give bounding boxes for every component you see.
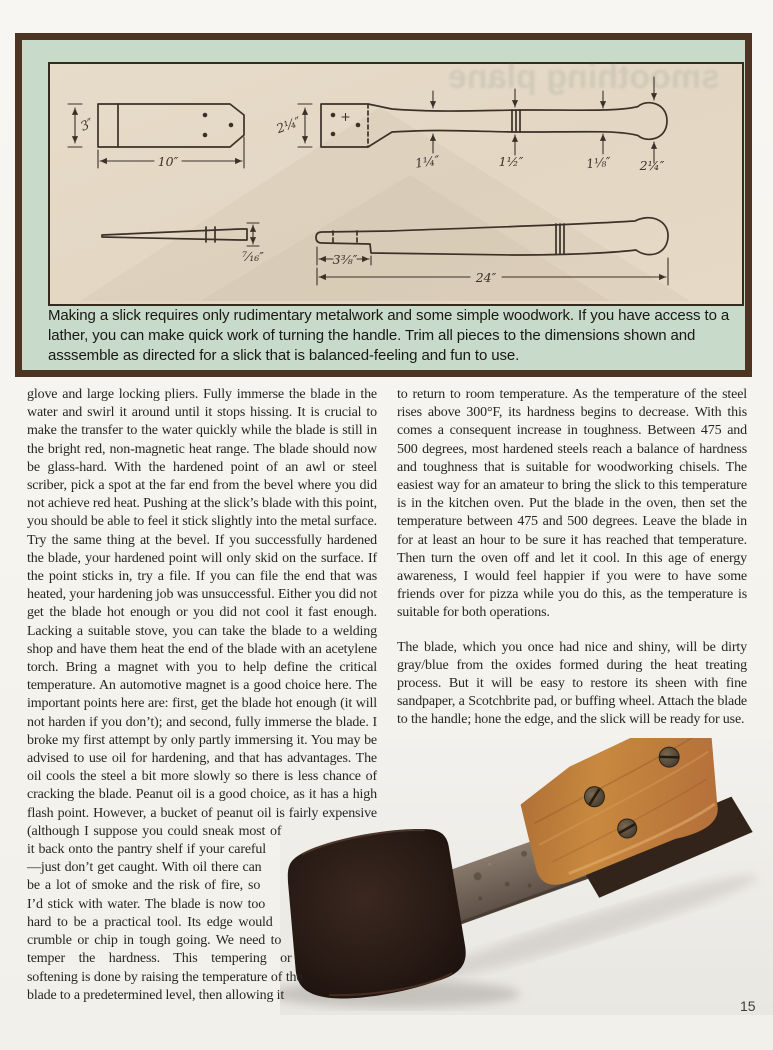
neck2-label: 1⅛″ xyxy=(585,153,612,172)
neck-dims xyxy=(433,77,654,163)
total-length-label: 24″ xyxy=(475,270,497,285)
handle-head-label: 2¼″ xyxy=(274,113,303,137)
technical-drawing xyxy=(50,64,742,304)
blade-length-label: 10″ xyxy=(157,154,179,169)
blade-thickness-label: ⁷⁄₁₆″ xyxy=(242,249,264,264)
figure-frame xyxy=(15,33,752,377)
blade-top-view xyxy=(98,104,244,147)
tongue-label: 3⅜″ xyxy=(332,252,358,267)
blade-width-label: 3″ xyxy=(77,114,96,134)
right-column xyxy=(397,386,747,730)
figure-caption: Making a slick requires only rudimentary metalwork and some simple woodwork. If you have access to a lather, you can make quick work of turning the handle. Trim all pieces to the dimensions shown and asssemble as directed for a slick that is balanced-feeling and fun to use. xyxy=(48,307,730,364)
ferrule-label: 1½″ xyxy=(498,154,524,169)
text-wrap-shape xyxy=(257,826,377,1038)
neck1-label: 1¼″ xyxy=(414,152,441,171)
page-number: 15 xyxy=(740,998,756,1014)
right-column-paragraph-2: The blade, which you once had nice and shiny, will be dirty gray/blue from the oxides formed during the heat treating process. But it will be easy to restore its sheen with fine sandpaper, a Scotchbrite pad, or buffing wheel. Attach the blade to the handle; hone the edge, and the slick will be ready for use. xyxy=(397,639,747,728)
left-column-text: glove and large locking pliers. Fully immerse the blade in the water and swirl it around until it stops hissing. It is crucial to make the transfer to the water quickly while the blade is still in the bright red, non-magnetic heat range. The blade should now be glass-hard. With the hardened point of an awl or steel scriber, pick a spot at the far end from the bevel where you did not achieve red heat. Pushing at the slick’s blade with this point, you should be able to feel it stick slightly into the metal surface. Try the same thing at the bevel. If you successfully hardened the blade, your hardened point will only skid on the surface. If the point sticks in, try a file. If you can file the end that was heated, your hardening job was unsuccessful. Either you did not get the blade hot enough or you did not cool it fast enough. Lacking a suitable stove, you can take the blade to a welding shop and have them heat the end of the blade with an acetylene torch. Bring a magnet with you to help define the critical temperature. An automotive magnet is a good choice here. The important points here are: first, get the blade hot enough (it will not harden if you don’t); and second, fully immerse the blade. I broke my first attempt by only partly immersing it. You may be advised to use oil for hardening, and that has advantages. The oil cools the steel a bit more slowly so there is less chance of cracking the blade. Peanut oil is a good choice, as it has a high flash point. However, a bucket of peanut oil is fairly expensive (although I suppose you could sneak most of it back onto the pantry shelf if your careful—just don’t get caught. With oil there can be a lot of smoke and the risk of fire, so I’d stick with water. The blade is now too hard to be a practical tool. Its edge would crumble or chip in tough going. We need to temper the hardness. This tempering or softening is done by raising the temperature of the blade to a predetermined level, then allowing it xyxy=(27,387,377,1003)
left-column xyxy=(27,386,377,1036)
knob-label: 2¼″ xyxy=(639,158,665,173)
right-column-paragraph-1: to return to room temperature. As the temperature of the steel rises above 300°F, its hardness begins to decrease. With this comes a consequent increase in toughness. Between 475 and 500 degrees, most hardened steels reach a balance of hardness and toughness that is suitable for woodworking chisels. The easiest way for an amateur to bring the slick to this temperature is in the kitchen oven. Put the blade in the oven, then set the temperature between 475 and 500 degrees. Leave the blade in for at least an hour to be sure it has reached that temperature. Then turn the oven off and let it cool. In this age of energy awareness, I would feel happier if you were to have some friends over for pizza while you do this, as the temperature is suitable for both operations. xyxy=(397,387,747,621)
drawing-panel xyxy=(48,62,744,306)
